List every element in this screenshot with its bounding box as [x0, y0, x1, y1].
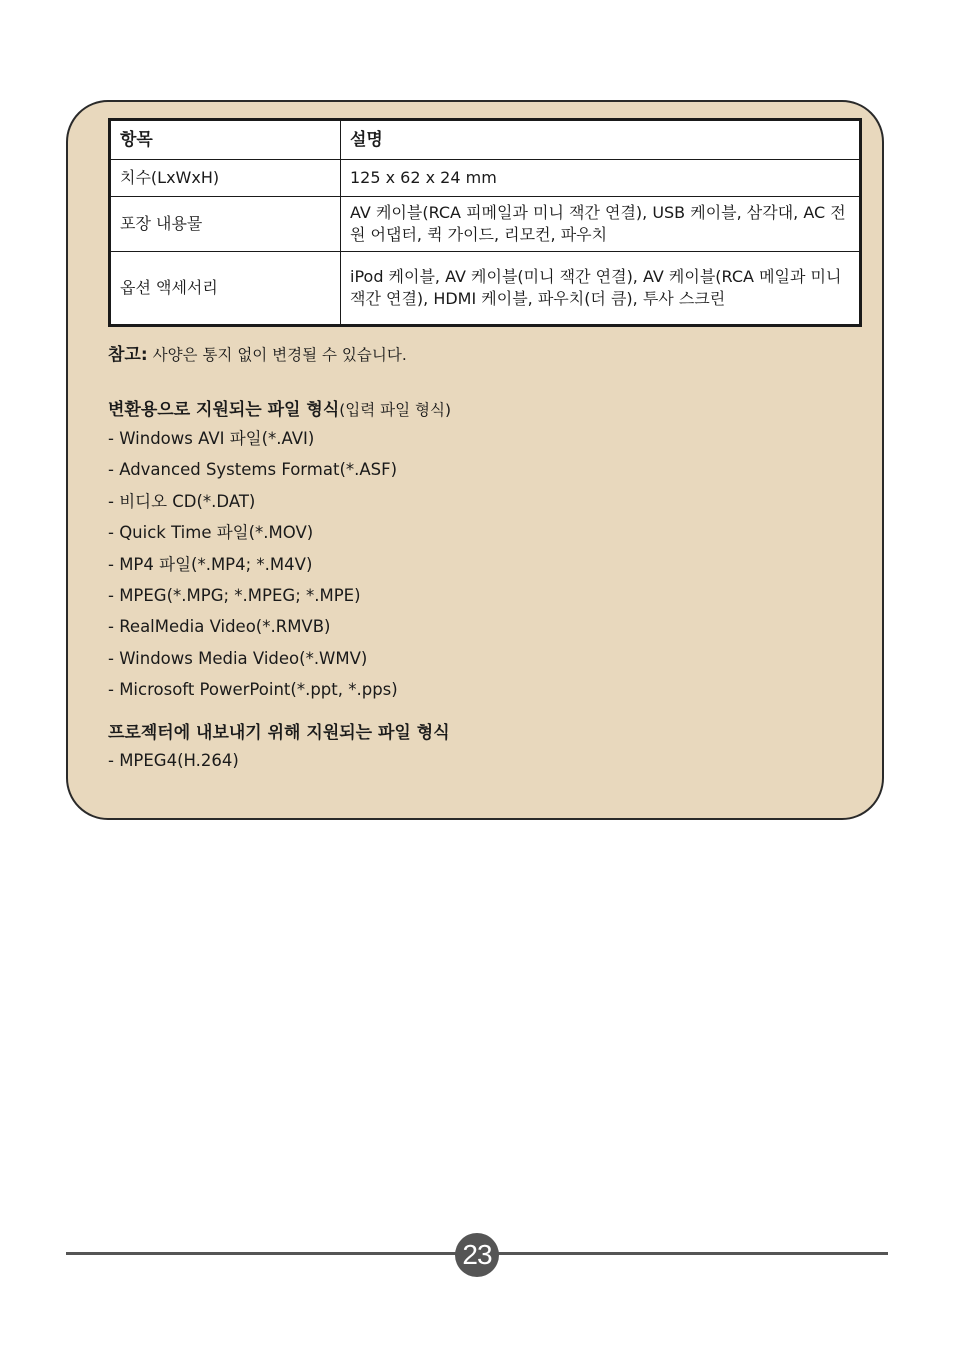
- page-number: 23: [455, 1233, 499, 1277]
- table-cell-value: AV 케이블(RCA 피메일과 미니 잭간 연결), USB 케이블, 삼각대, AC 전원 어댑터, 퀵 가이드, 리모컨, 파우치: [341, 197, 861, 252]
- input-formats-heading: [108, 395, 451, 420]
- list-item: - Windows AVI 파일(*.AVI): [108, 429, 315, 448]
- export-formats-list: [108, 745, 239, 776]
- input-formats-title: 변환용으로 지원되는 파일 형식: [108, 400, 340, 420]
- table-header-item: 항목: [110, 120, 341, 160]
- table-header-description: 설명: [341, 120, 861, 160]
- spec-panel: [66, 100, 884, 820]
- list-item: - MP4 파일(*.MP4; *.M4V): [108, 554, 313, 574]
- table-row: [110, 252, 861, 326]
- table-header-row: [110, 120, 861, 160]
- list-item: - MPEG4(H.264): [108, 751, 239, 770]
- list-item: - 비디오 CD(*.DAT): [108, 491, 256, 511]
- table-cell-value: 125 x 62 x 24 mm: [341, 160, 861, 197]
- table-row: [110, 160, 861, 197]
- table-row: [110, 197, 861, 252]
- spec-table: [108, 118, 862, 327]
- list-item: - RealMedia Video(*.RMVB): [108, 617, 331, 637]
- list-item: - Advanced Systems Format(*.ASF): [108, 460, 398, 480]
- input-formats-list: [108, 423, 398, 706]
- note-label: 참고:: [108, 345, 148, 365]
- table-cell-label: 포장 내용물: [110, 197, 341, 252]
- table-cell-label: 치수(LxWxH): [110, 160, 341, 197]
- table-cell-value: iPod 케이블, AV 케이블(미니 잭간 연결), AV 케이블(RCA 메일과 미니 잭간 연결), HDMI 케이블, 파우치(더 큼), 투사 스크린: [341, 252, 861, 326]
- list-item: - Microsoft PowerPoint(*.ppt, *.pps): [108, 680, 398, 700]
- list-item: - MPEG(*.MPG; *.MPEG; *.MPE): [108, 585, 361, 605]
- note-text: 사양은 통지 없이 변경될 수 있습니다.: [152, 346, 407, 364]
- note: [108, 340, 407, 365]
- input-formats-subtitle: (입력 파일 형식): [339, 401, 452, 419]
- table-cell-label: 옵션 액세서리: [110, 252, 341, 326]
- list-item: - Windows Media Video(*.WMV): [108, 648, 368, 668]
- list-item: - Quick Time 파일(*.MOV): [108, 523, 314, 543]
- export-formats-heading: 프로젝터에 내보내기 위해 지원되는 파일 형식: [108, 723, 450, 743]
